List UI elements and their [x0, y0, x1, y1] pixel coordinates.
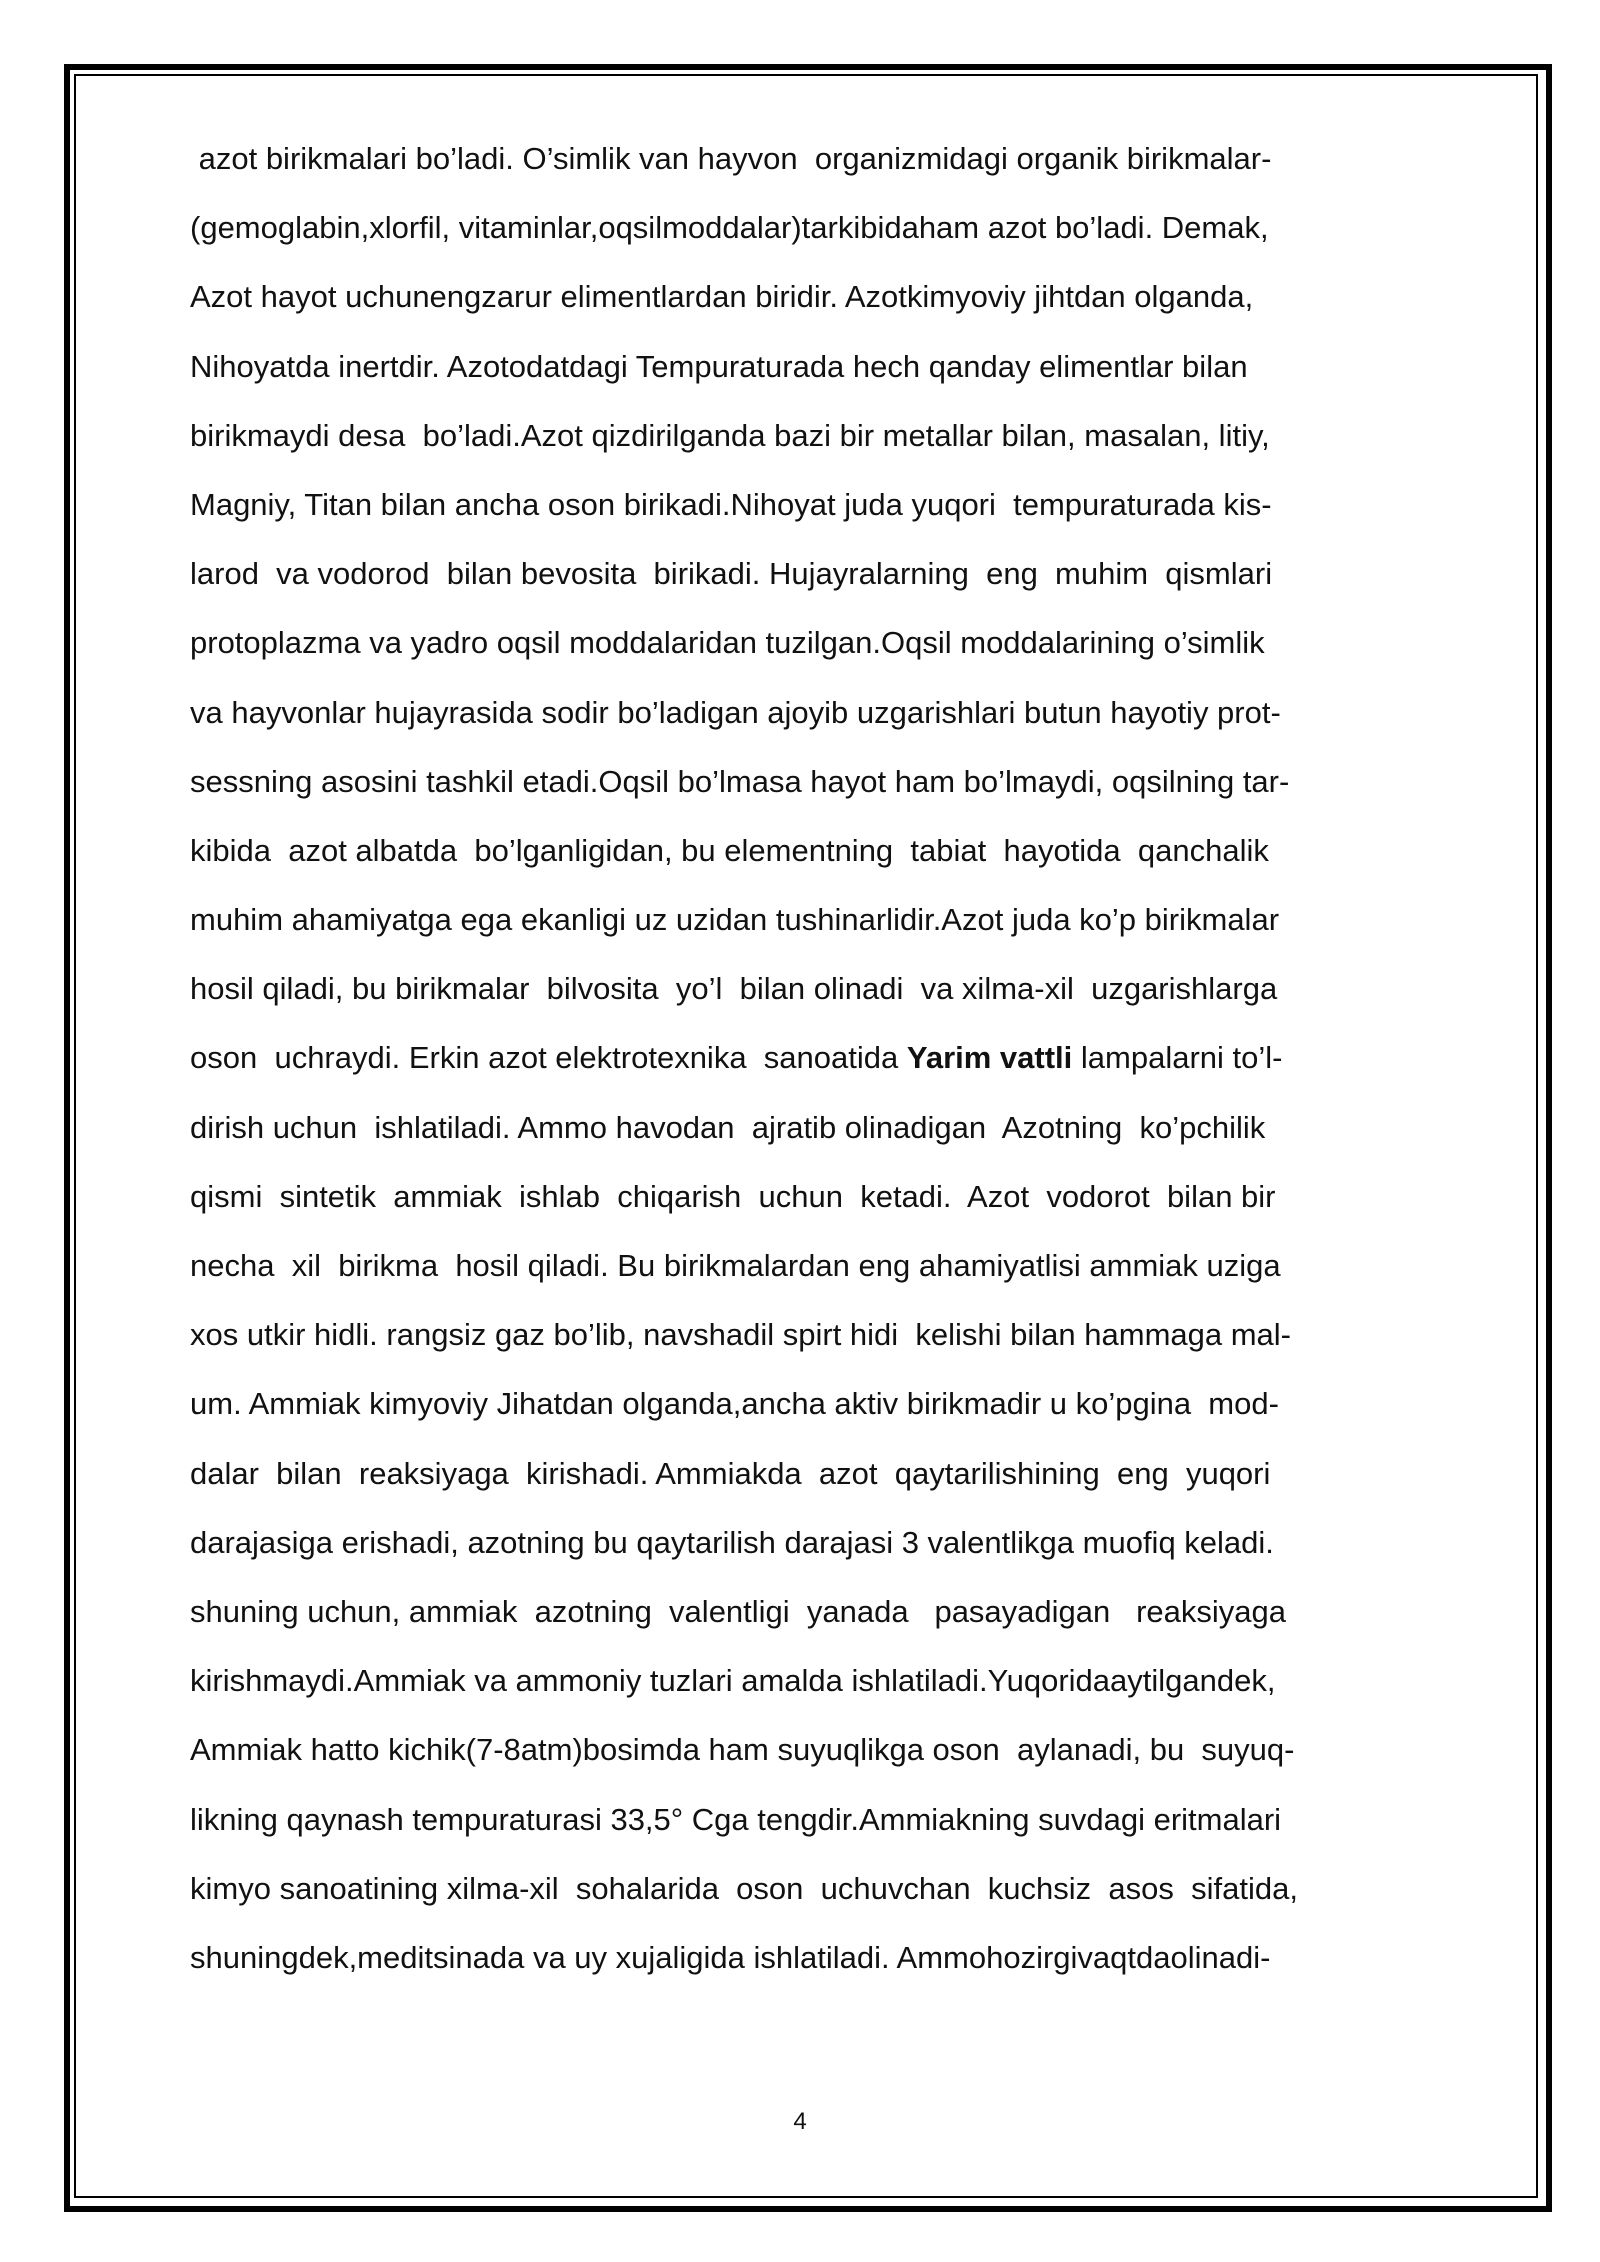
- text-line: birikmaydi desa bo’ladi.Azot qizdirilganda bazi bir metallar bilan, masalan, litiy,: [190, 417, 1270, 453]
- text-line: Nihoyatda inertdir. Azotodatdagi Tempuraturada hech qanday elimentlar bilan: [190, 348, 1248, 384]
- text-line: darajasiga erishadi, azotning bu qaytarilish darajasi 3 valentlikga muofiq keladi.: [190, 1524, 1274, 1560]
- text-line: kimyo sanoatining xilma-xil sohalarida oson uchuvchan kuchsiz asos sifatida,: [190, 1870, 1298, 1906]
- text-line: [190, 1023, 1420, 1092]
- text-line: necha xil birikma hosil qiladi. Bu birikmalardan eng ahamiyatlisi ammiak uziga: [190, 1248, 1281, 1283]
- body-text: [190, 124, 1420, 1992]
- text-segment: oson uchraydi. Erkin azot elektrotexnika sanoatida: [190, 1040, 907, 1076]
- text-line: Ammiak hatto kichik(7-8atm)bosimda ham suyuqlikga oson aylanadi, bu suyuq-: [190, 1732, 1295, 1768]
- text-line: hosil qiladi, bu birikmalar bilvosita yo’l bilan olinadi va xilma-xil uzgarishlarga: [190, 971, 1278, 1007]
- text-line: dirish uchun ishlatiladi. Ammo havodan ajratib olinadigan Azotning ko’pchilik: [190, 1109, 1266, 1145]
- text-line: Magniy, Titan bilan ancha oson birikadi.Nihoyat juda yuqori tempuraturada kis-: [190, 486, 1272, 522]
- text-line: dalar bilan reaksiyaga kirishadi. Ammiakda azot qaytarilishining eng yuqori: [190, 1455, 1271, 1491]
- text-line: um. Ammiak kimyoviy Jihatdan olganda,ancha aktiv birikmadir u ko’pgina mod-: [190, 1386, 1279, 1422]
- text-line: protoplazma va yadro oqsil moddalaridan tuzilgan.Oqsil moddalarining o’simlik: [190, 625, 1265, 661]
- text-line: muhim ahamiyatga ega ekanligi uz uzidan tushinarlidir.Azot juda ko’p birikmalar: [190, 902, 1280, 938]
- text-line: sessning asosini tashkil etadi.Oqsil bo’lmasa hayot ham bo’lmaydi, oqsilning tar-: [190, 763, 1290, 799]
- text-line: Azot hayot uchunengzarur elimentlardan biridir. Azotkimyoviy jihtdan olganda,: [190, 279, 1254, 315]
- text-line: likning qaynash tempuraturasi 33,5° Cga tengdir.Ammiakning suvdagi eritmalari: [190, 1801, 1282, 1837]
- text-line: kirishmaydi.Ammiak va ammoniy tuzlari amalda ishlatiladi.Yuqoridaaytilgandek,: [190, 1663, 1276, 1699]
- text-line: (gemoglabin,xlorfil, vitaminlar,oqsilmoddalar)tarkibidaham azot bo’ladi. Demak,: [190, 210, 1269, 246]
- text-segment: lampalarni to’l-: [1072, 1040, 1283, 1076]
- text-line: shuning uchun, ammiak azotning valentligi yanada pasayadigan reaksiyaga: [190, 1593, 1287, 1629]
- text-line: xos utkir hidli. rangsiz gaz bo’lib, navshadil spirt hidi kelishi bilan hammaga mal-: [190, 1317, 1291, 1353]
- text-line: shuningdek,meditsinada va uy xujaligida ishlatiladi. Ammohozirgivaqtdaolinadi-: [190, 1939, 1271, 1975]
- text-line: kibida azot albatda bo’lganligidan, bu elementning tabiat hayotida qanchalik: [190, 832, 1269, 868]
- text-line: va hayvonlar hujayrasida sodir bo’ladigan ajoyib uzgarishlari butun hayotiy prot-: [190, 694, 1281, 730]
- text-line: azot birikmalari bo’ladi. O’simlik van hayvon organizmidagi organik birikmalar-: [190, 141, 1272, 176]
- page-number: 4: [793, 2108, 807, 2135]
- text-line: qismi sintetik ammiak ishlab chiqarish uchun ketadi. Azot vodorot bilan bir: [190, 1178, 1276, 1214]
- text-line: larod va vodorod bilan bevosita birikadi. Hujayralarning eng muhim qismlari: [190, 556, 1273, 592]
- bold-term: Yarim vattli: [906, 1040, 1073, 1076]
